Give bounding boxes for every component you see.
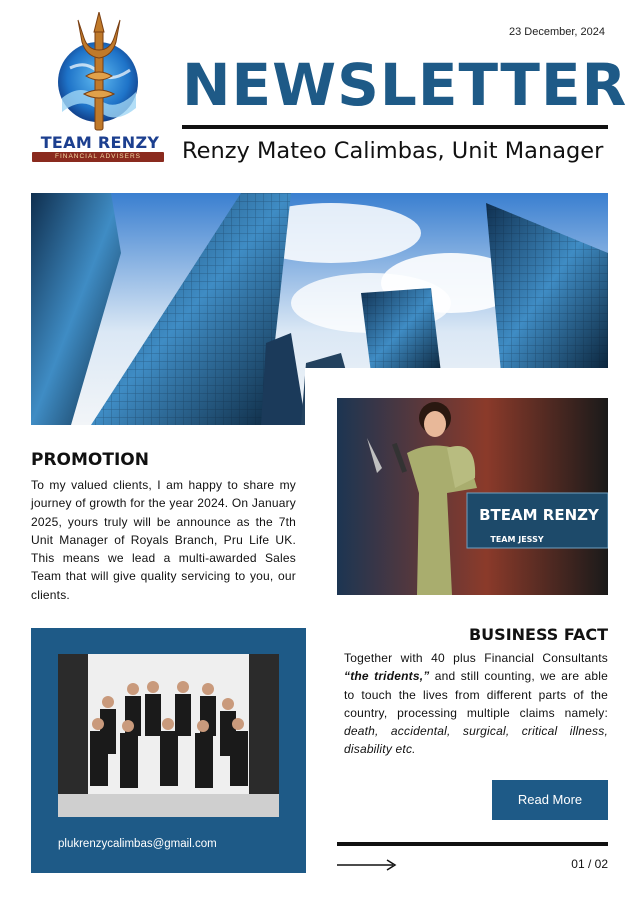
banner-text: BTEAM RENZY (479, 506, 599, 524)
contact-email[interactable]: plukrenzycalimbas@gmail.com (58, 838, 217, 850)
read-more-button[interactable]: Read More (492, 780, 608, 820)
banner-subtext: TEAM JESSY (490, 535, 544, 544)
newsletter-date: 23 December, 2024 (508, 26, 605, 38)
business-fact-heading: BUSINESS FACT (468, 625, 608, 644)
claims-list: death, accidental, surgical, critical illness, disability etc. (344, 724, 608, 757)
promotion-heading: PROMOTION (31, 450, 149, 470)
logo-subtitle: FINANCIAL ADVISERS (32, 152, 164, 162)
newsletter-title: NEWSLETTER (182, 51, 628, 119)
speaker-photo (337, 398, 608, 595)
newsletter-subtitle: Renzy Mateo Calimbas, Unit Manager (182, 138, 604, 164)
page-number: 01 / 02 (571, 857, 608, 871)
footer-divider (337, 842, 608, 846)
logo-title: TEAM RENZY (40, 133, 160, 152)
title-divider (182, 125, 608, 129)
team-group-photo (58, 654, 279, 817)
arrow-right-icon[interactable] (337, 858, 397, 872)
business-fact-body: Together with 40 plus Financial Consultants “the tridents,” and still counting, we are able to touch the lives from different parts of the country, processing multiple claims namely: death, accidental, surgical, critical illness, disability etc. (344, 651, 609, 757)
promotion-body: To my valued clients, I am happy to share my journey of growth for the year 2024. On January 2025, yours truly will be announce as the 7th Unit Manager of Royals Branch, Pru Life UK. This means we lead a multi-awarded Sales Team that will give quality servicing to you, our clients. (31, 478, 296, 602)
tridents-emphasis: “the tridents,” (344, 669, 430, 684)
